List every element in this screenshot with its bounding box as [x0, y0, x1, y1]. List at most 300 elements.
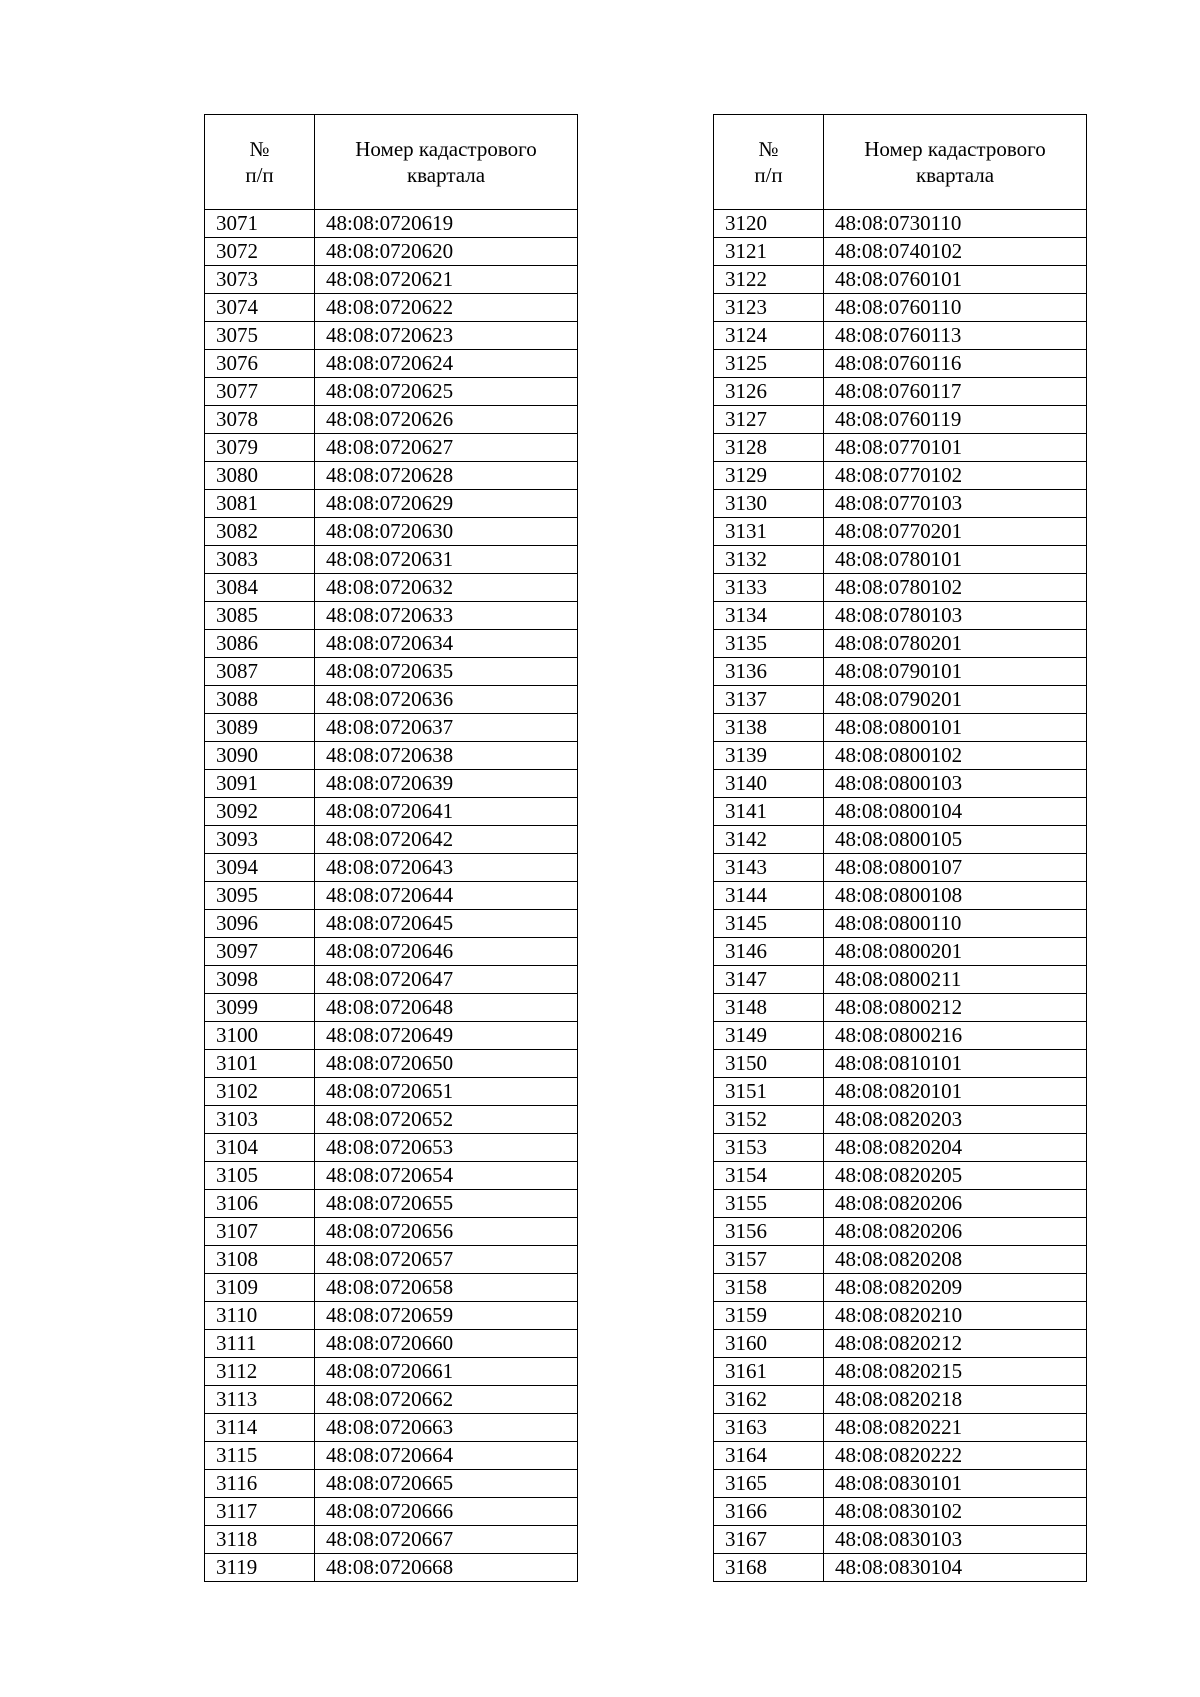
header-quarter	[315, 115, 578, 210]
cadastral-quarter-cell: 48:08:0760101	[824, 266, 1087, 294]
table-row	[205, 1330, 578, 1358]
table-row	[205, 490, 578, 518]
row-number-cell: 3075	[205, 322, 315, 350]
table-row	[205, 1470, 578, 1498]
table-row	[714, 938, 1087, 966]
cadastral-quarter-cell: 48:08:0800103	[824, 770, 1087, 798]
cadastral-quarter-cell: 48:08:0720631	[315, 546, 578, 574]
cadastral-quarter-cell: 48:08:0720630	[315, 518, 578, 546]
cadastral-quarter-cell: 48:08:0810101	[824, 1050, 1087, 1078]
table-row	[714, 406, 1087, 434]
cadastral-quarter-cell: 48:08:0720638	[315, 742, 578, 770]
table-row	[714, 574, 1087, 602]
row-number-cell: 3078	[205, 406, 315, 434]
row-number-cell: 3135	[714, 630, 824, 658]
table-row	[714, 1274, 1087, 1302]
cadastral-quarter-cell: 48:08:0830103	[824, 1526, 1087, 1554]
row-number-cell: 3157	[714, 1246, 824, 1274]
row-number-cell: 3092	[205, 798, 315, 826]
table-row	[714, 1246, 1087, 1274]
cadastral-quarter-cell: 48:08:0720643	[315, 854, 578, 882]
cadastral-quarter-cell: 48:08:0790101	[824, 658, 1087, 686]
cadastral-quarter-cell: 48:08:0770102	[824, 462, 1087, 490]
cadastral-quarter-cell: 48:08:0720632	[315, 574, 578, 602]
table-row	[205, 686, 578, 714]
table-row	[714, 854, 1087, 882]
row-number-cell: 3164	[714, 1442, 824, 1470]
cadastral-quarter-cell: 48:08:0720633	[315, 602, 578, 630]
table-row	[714, 798, 1087, 826]
cadastral-quarter-cell: 48:08:0820101	[824, 1078, 1087, 1106]
table-row	[205, 574, 578, 602]
row-number-cell: 3072	[205, 238, 315, 266]
row-number-cell: 3143	[714, 854, 824, 882]
header-quarter	[824, 115, 1087, 210]
cadastral-quarter-cell: 48:08:0720625	[315, 378, 578, 406]
row-number-cell: 3156	[714, 1218, 824, 1246]
row-number-cell: 3108	[205, 1246, 315, 1274]
cadastral-quarter-cell: 48:08:0720642	[315, 826, 578, 854]
cadastral-quarter-cell: 48:08:0760117	[824, 378, 1087, 406]
table-row	[714, 1022, 1087, 1050]
cadastral-quarter-cell: 48:08:0720629	[315, 490, 578, 518]
row-number-cell: 3152	[714, 1106, 824, 1134]
row-number-cell: 3084	[205, 574, 315, 602]
table-row	[205, 854, 578, 882]
row-number-cell: 3087	[205, 658, 315, 686]
cadastral-quarter-cell: 48:08:0800108	[824, 882, 1087, 910]
row-number-cell: 3107	[205, 1218, 315, 1246]
table-row	[714, 826, 1087, 854]
row-number-cell: 3130	[714, 490, 824, 518]
cadastral-quarter-cell: 48:08:0720656	[315, 1218, 578, 1246]
row-number-cell: 3073	[205, 266, 315, 294]
table-row	[714, 1470, 1087, 1498]
row-number-cell: 3149	[714, 1022, 824, 1050]
table-row	[205, 1106, 578, 1134]
row-number-cell: 3110	[205, 1302, 315, 1330]
cadastral-quarter-cell: 48:08:0790201	[824, 686, 1087, 714]
row-number-cell: 3147	[714, 966, 824, 994]
table-row	[714, 1386, 1087, 1414]
cadastral-quarter-cell: 48:08:0720665	[315, 1470, 578, 1498]
cadastral-quarter-cell: 48:08:0720660	[315, 1330, 578, 1358]
cadastral-quarter-cell: 48:08:0720657	[315, 1246, 578, 1274]
row-number-cell: 3094	[205, 854, 315, 882]
table-row	[205, 826, 578, 854]
table-row	[714, 238, 1087, 266]
cadastral-quarter-cell: 48:08:0720620	[315, 238, 578, 266]
row-number-cell: 3138	[714, 714, 824, 742]
cadastral-quarter-cell: 48:08:0720658	[315, 1274, 578, 1302]
cadastral-quarter-cell: 48:08:0800104	[824, 798, 1087, 826]
table-row	[714, 462, 1087, 490]
table-row	[205, 1302, 578, 1330]
table-row	[714, 742, 1087, 770]
cadastral-quarter-cell: 48:08:0720647	[315, 966, 578, 994]
row-number-cell: 3140	[714, 770, 824, 798]
row-number-cell: 3167	[714, 1526, 824, 1554]
table-row	[205, 966, 578, 994]
table-row	[205, 1022, 578, 1050]
header-number	[205, 115, 315, 210]
table-row	[714, 1190, 1087, 1218]
cadastral-quarter-cell: 48:08:0820208	[824, 1246, 1087, 1274]
row-number-cell: 3105	[205, 1162, 315, 1190]
table-row	[205, 294, 578, 322]
row-number-cell: 3127	[714, 406, 824, 434]
row-number-cell: 3150	[714, 1050, 824, 1078]
row-number-cell: 3106	[205, 1190, 315, 1218]
row-number-cell: 3089	[205, 714, 315, 742]
row-number-cell: 3116	[205, 1470, 315, 1498]
table-row	[714, 1050, 1087, 1078]
cadastral-quarter-cell: 48:08:0720646	[315, 938, 578, 966]
row-number-cell: 3085	[205, 602, 315, 630]
table-row	[714, 882, 1087, 910]
row-number-cell: 3080	[205, 462, 315, 490]
row-number-cell: 3146	[714, 938, 824, 966]
table-row	[714, 1414, 1087, 1442]
cadastral-quarter-cell: 48:08:0820215	[824, 1358, 1087, 1386]
row-number-cell: 3113	[205, 1386, 315, 1414]
row-number-cell: 3129	[714, 462, 824, 490]
table-row	[714, 1498, 1087, 1526]
row-number-cell: 3136	[714, 658, 824, 686]
row-number-cell: 3115	[205, 1442, 315, 1470]
cadastral-table-right	[713, 114, 1087, 1582]
row-number-cell: 3103	[205, 1106, 315, 1134]
cadastral-quarter-cell: 48:08:0720645	[315, 910, 578, 938]
table-row	[714, 994, 1087, 1022]
row-number-cell: 3137	[714, 686, 824, 714]
table-row	[714, 266, 1087, 294]
cadastral-quarter-cell: 48:08:0820210	[824, 1302, 1087, 1330]
cadastral-quarter-cell: 48:08:0720641	[315, 798, 578, 826]
row-number-cell: 3082	[205, 518, 315, 546]
row-number-cell: 3090	[205, 742, 315, 770]
cadastral-quarter-cell: 48:08:0820221	[824, 1414, 1087, 1442]
cadastral-quarter-cell: 48:08:0800110	[824, 910, 1087, 938]
table-row	[205, 1050, 578, 1078]
table-row	[714, 910, 1087, 938]
table-row	[714, 434, 1087, 462]
table-row	[714, 1302, 1087, 1330]
row-number-cell: 3160	[714, 1330, 824, 1358]
row-number-cell: 3118	[205, 1526, 315, 1554]
cadastral-quarter-cell: 48:08:0830104	[824, 1554, 1087, 1582]
row-number-cell: 3095	[205, 882, 315, 910]
table-row	[205, 1358, 578, 1386]
row-number-cell: 3086	[205, 630, 315, 658]
table-row	[205, 714, 578, 742]
table-row	[205, 1190, 578, 1218]
cadastral-quarter-cell: 48:08:0780101	[824, 546, 1087, 574]
row-number-cell: 3165	[714, 1470, 824, 1498]
row-number-cell: 3091	[205, 770, 315, 798]
cadastral-quarter-cell: 48:08:0720626	[315, 406, 578, 434]
cadastral-quarter-cell: 48:08:0720668	[315, 1554, 578, 1582]
table-row	[714, 1218, 1087, 1246]
header-quarter-line: Номер кадастрового	[864, 137, 1046, 161]
header-quarter-line: Номер кадастрового	[355, 137, 537, 161]
cadastral-quarter-cell: 48:08:0800101	[824, 714, 1087, 742]
row-number-cell: 3151	[714, 1078, 824, 1106]
row-number-cell: 3154	[714, 1162, 824, 1190]
cadastral-quarter-cell: 48:08:0720624	[315, 350, 578, 378]
cadastral-table-left	[204, 114, 578, 1582]
table-row	[714, 294, 1087, 322]
cadastral-quarter-cell: 48:08:0730110	[824, 210, 1087, 238]
table-row	[205, 742, 578, 770]
cadastral-quarter-cell: 48:08:0820205	[824, 1162, 1087, 1190]
table-row	[714, 1330, 1087, 1358]
row-number-cell: 3119	[205, 1554, 315, 1582]
row-number-cell: 3153	[714, 1134, 824, 1162]
table-row	[205, 602, 578, 630]
row-number-cell: 3121	[714, 238, 824, 266]
row-number-cell: 3071	[205, 210, 315, 238]
row-number-cell: 3104	[205, 1134, 315, 1162]
row-number-cell: 3079	[205, 434, 315, 462]
table-row	[714, 1106, 1087, 1134]
header-number-line: п/п	[245, 163, 274, 187]
table-row	[714, 658, 1087, 686]
cadastral-quarter-cell: 48:08:0760116	[824, 350, 1087, 378]
table-row	[205, 1498, 578, 1526]
table-body	[714, 210, 1087, 1582]
row-number-cell: 3083	[205, 546, 315, 574]
table-row	[714, 210, 1087, 238]
cadastral-quarter-cell: 48:08:0830101	[824, 1470, 1087, 1498]
cadastral-quarter-cell: 48:08:0820204	[824, 1134, 1087, 1162]
cadastral-quarter-cell: 48:08:0720650	[315, 1050, 578, 1078]
cadastral-quarter-cell: 48:08:0800105	[824, 826, 1087, 854]
cadastral-quarter-cell: 48:08:0720649	[315, 1022, 578, 1050]
table-row	[205, 1442, 578, 1470]
cadastral-quarter-cell: 48:08:0720659	[315, 1302, 578, 1330]
table-row	[205, 770, 578, 798]
row-number-cell: 3141	[714, 798, 824, 826]
row-number-cell: 3166	[714, 1498, 824, 1526]
table-row	[205, 1218, 578, 1246]
row-number-cell: 3159	[714, 1302, 824, 1330]
cadastral-quarter-cell: 48:08:0820203	[824, 1106, 1087, 1134]
table-row	[714, 322, 1087, 350]
table-row	[205, 546, 578, 574]
cadastral-quarter-cell: 48:08:0720663	[315, 1414, 578, 1442]
cadastral-quarter-cell: 48:08:0800102	[824, 742, 1087, 770]
table-row	[714, 1526, 1087, 1554]
row-number-cell: 3102	[205, 1078, 315, 1106]
table-row	[205, 1274, 578, 1302]
table-row	[205, 406, 578, 434]
cadastral-quarter-cell: 48:08:0720654	[315, 1162, 578, 1190]
row-number-cell: 3097	[205, 938, 315, 966]
cadastral-quarter-cell: 48:08:0780103	[824, 602, 1087, 630]
row-number-cell: 3134	[714, 602, 824, 630]
table-row	[205, 1246, 578, 1274]
table-row	[205, 882, 578, 910]
cadastral-quarter-cell: 48:08:0820222	[824, 1442, 1087, 1470]
row-number-cell: 3133	[714, 574, 824, 602]
table-row	[205, 266, 578, 294]
row-number-cell: 3145	[714, 910, 824, 938]
cadastral-quarter-cell: 48:08:0720634	[315, 630, 578, 658]
table-row	[205, 938, 578, 966]
row-number-cell: 3162	[714, 1386, 824, 1414]
cadastral-quarter-cell: 48:08:0720662	[315, 1386, 578, 1414]
table-row	[205, 210, 578, 238]
cadastral-quarter-cell: 48:08:0720636	[315, 686, 578, 714]
row-number-cell: 3126	[714, 378, 824, 406]
cadastral-quarter-cell: 48:08:0800216	[824, 1022, 1087, 1050]
cadastral-quarter-cell: 48:08:0720667	[315, 1526, 578, 1554]
row-number-cell: 3120	[714, 210, 824, 238]
row-number-cell: 3117	[205, 1498, 315, 1526]
row-number-cell: 3125	[714, 350, 824, 378]
table-row	[714, 1134, 1087, 1162]
cadastral-quarter-cell: 48:08:0820206	[824, 1218, 1087, 1246]
row-number-cell: 3112	[205, 1358, 315, 1386]
header-number	[714, 115, 824, 210]
row-number-cell: 3128	[714, 434, 824, 462]
row-number-cell: 3142	[714, 826, 824, 854]
table-row	[714, 350, 1087, 378]
row-number-cell: 3155	[714, 1190, 824, 1218]
cadastral-quarter-cell: 48:08:0760113	[824, 322, 1087, 350]
cadastral-quarter-cell: 48:08:0800201	[824, 938, 1087, 966]
cadastral-quarter-cell: 48:08:0720639	[315, 770, 578, 798]
cadastral-quarter-cell: 48:08:0770201	[824, 518, 1087, 546]
cadastral-quarter-cell: 48:08:0720628	[315, 462, 578, 490]
row-number-cell: 3076	[205, 350, 315, 378]
cadastral-quarter-cell: 48:08:0720664	[315, 1442, 578, 1470]
header-number-line: №	[758, 137, 779, 161]
cadastral-quarter-cell: 48:08:0770101	[824, 434, 1087, 462]
table-row	[205, 350, 578, 378]
cadastral-quarter-cell: 48:08:0720621	[315, 266, 578, 294]
table-row	[205, 322, 578, 350]
table-row	[714, 1078, 1087, 1106]
row-number-cell: 3081	[205, 490, 315, 518]
cadastral-quarter-cell: 48:08:0780102	[824, 574, 1087, 602]
table-row	[205, 1078, 578, 1106]
row-number-cell: 3168	[714, 1554, 824, 1582]
row-number-cell: 3161	[714, 1358, 824, 1386]
table-row	[205, 658, 578, 686]
table-row	[714, 966, 1087, 994]
cadastral-quarter-cell: 48:08:0720622	[315, 294, 578, 322]
table-row	[205, 1162, 578, 1190]
header-number-line: п/п	[754, 163, 783, 187]
table-row	[714, 1442, 1087, 1470]
table-row	[714, 490, 1087, 518]
cadastral-quarter-cell: 48:08:0720651	[315, 1078, 578, 1106]
row-number-cell: 3158	[714, 1274, 824, 1302]
table-row	[205, 518, 578, 546]
cadastral-quarter-cell: 48:08:0800211	[824, 966, 1087, 994]
table-row	[714, 1554, 1087, 1582]
row-number-cell: 3124	[714, 322, 824, 350]
cadastral-quarter-cell: 48:08:0760119	[824, 406, 1087, 434]
row-number-cell: 3114	[205, 1414, 315, 1442]
table-header-row	[205, 115, 578, 210]
row-number-cell: 3093	[205, 826, 315, 854]
table-row	[714, 378, 1087, 406]
table-row	[205, 434, 578, 462]
table-row	[205, 798, 578, 826]
row-number-cell: 3144	[714, 882, 824, 910]
cadastral-quarter-cell: 48:08:0770103	[824, 490, 1087, 518]
table-row	[714, 546, 1087, 574]
table-row	[714, 1162, 1087, 1190]
cadastral-quarter-cell: 48:08:0720627	[315, 434, 578, 462]
table-row	[714, 1358, 1087, 1386]
cadastral-quarter-cell: 48:08:0720635	[315, 658, 578, 686]
row-number-cell: 3098	[205, 966, 315, 994]
header-quarter-line: квартала	[406, 163, 486, 187]
row-number-cell: 3148	[714, 994, 824, 1022]
row-number-cell: 3099	[205, 994, 315, 1022]
table-row	[205, 910, 578, 938]
header-quarter-line: квартала	[915, 163, 995, 187]
cadastral-quarter-cell: 48:08:0720637	[315, 714, 578, 742]
table-row	[205, 1526, 578, 1554]
row-number-cell: 3123	[714, 294, 824, 322]
cadastral-quarter-cell: 48:08:0760110	[824, 294, 1087, 322]
cadastral-quarter-cell: 48:08:0820209	[824, 1274, 1087, 1302]
cadastral-quarter-cell: 48:08:0780201	[824, 630, 1087, 658]
cadastral-quarter-cell: 48:08:0740102	[824, 238, 1087, 266]
row-number-cell: 3088	[205, 686, 315, 714]
table-row	[714, 602, 1087, 630]
table-row	[205, 238, 578, 266]
cadastral-quarter-cell: 48:08:0720623	[315, 322, 578, 350]
row-number-cell: 3163	[714, 1414, 824, 1442]
cadastral-quarter-cell: 48:08:0720619	[315, 210, 578, 238]
cadastral-quarter-cell: 48:08:0800212	[824, 994, 1087, 1022]
row-number-cell: 3109	[205, 1274, 315, 1302]
table-row	[205, 462, 578, 490]
row-number-cell: 3111	[205, 1330, 315, 1358]
cadastral-quarter-cell: 48:08:0820218	[824, 1386, 1087, 1414]
cadastral-quarter-cell: 48:08:0720644	[315, 882, 578, 910]
row-number-cell: 3101	[205, 1050, 315, 1078]
cadastral-quarter-cell: 48:08:0830102	[824, 1498, 1087, 1526]
table-body	[205, 210, 578, 1582]
row-number-cell: 3077	[205, 378, 315, 406]
row-number-cell: 3122	[714, 266, 824, 294]
table-row	[714, 770, 1087, 798]
cadastral-quarter-cell: 48:08:0720648	[315, 994, 578, 1022]
cadastral-quarter-cell: 48:08:0720652	[315, 1106, 578, 1134]
cadastral-quarter-cell: 48:08:0720653	[315, 1134, 578, 1162]
table-row	[714, 630, 1087, 658]
table-row	[205, 1414, 578, 1442]
cadastral-quarter-cell: 48:08:0720666	[315, 1498, 578, 1526]
table-row	[205, 378, 578, 406]
cadastral-quarter-cell: 48:08:0720661	[315, 1358, 578, 1386]
row-number-cell: 3096	[205, 910, 315, 938]
table-row	[714, 686, 1087, 714]
header-number-line: №	[249, 137, 270, 161]
row-number-cell: 3074	[205, 294, 315, 322]
row-number-cell: 3132	[714, 546, 824, 574]
cadastral-quarter-cell: 48:08:0800107	[824, 854, 1087, 882]
row-number-cell: 3131	[714, 518, 824, 546]
table-row	[205, 1554, 578, 1582]
